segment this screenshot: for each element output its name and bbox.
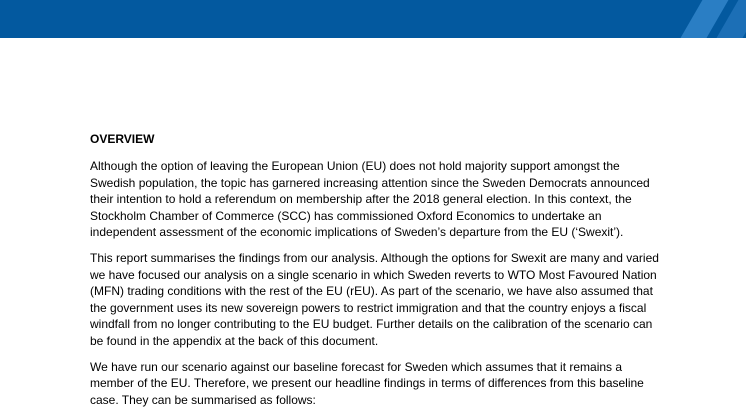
document-body [90, 131, 660, 417]
section-heading: OVERVIEW [90, 132, 155, 146]
paragraph: Although the option of leaving the European Union (EU) does not hold majority support amongst the Swedish population, the topic has garnered increasing attention since the Sweden Democrats announced their intention to hold a referendum on membership after the 2018 general election. In this context, the Stockholm Chamber of Commerce (SCC) has commissioned Oxford Economics to undertake an independent assessment of the economic implications of Sweden’s departure from the EU (‘Swexit’). [90, 159, 650, 240]
header-band [0, 0, 746, 38]
paragraph: We have run our scenario against our baseline forecast for Sweden which assumes that it remains a member of the EU. Therefore, we present our headline findings in terms of differences from this baseline case. They can be summarised as follows: [90, 359, 644, 407]
paragraph: This report summarises the findings from our analysis. Although the options for Swexit are many and varied we have focused our analysis on a single scenario in which Sweden reverts to WTO Most Favoured Nation (MFN) trading conditions with the rest of the EU (rEU). As part of the scenario, we have also assumed that the government uses its new sovereign powers to restrict immigration and that the country enjoys a fiscal windfall from no longer contributing to the EU budget. Further details on the calibration of the scenario can be found in the appendix at the back of this document. [90, 250, 659, 348]
